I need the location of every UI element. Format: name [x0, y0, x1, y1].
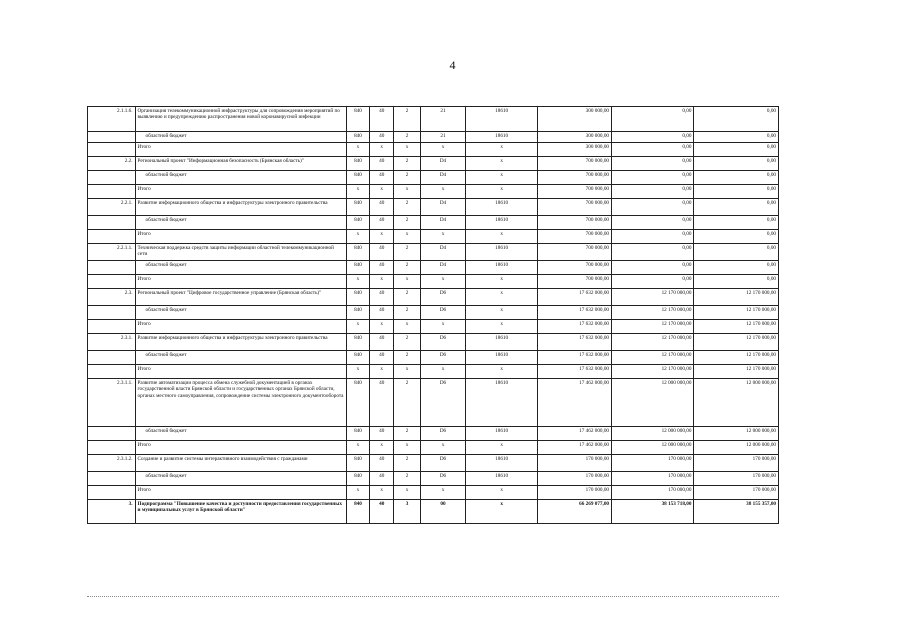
table-row [88, 261, 779, 275]
sum-2022-cell: 12 000 000,00 [612, 379, 694, 427]
row-number-cell: 2.2.1. [88, 199, 136, 216]
sum-2021-cell: 170 000,00 [538, 472, 612, 486]
code-osn-cell: D4 [420, 261, 465, 275]
row-name-cell: Развитие информационного общества и инфраструктуры электронного правительства [135, 334, 346, 351]
code-osn-cell: D6 [420, 472, 465, 486]
code-pp-cell: 2 [394, 351, 420, 365]
page-number: 4 [449, 58, 456, 72]
code-pp-cell: x [394, 185, 420, 199]
sum-2022-cell: 170 000,00 [612, 486, 694, 500]
row-name-cell: Итого [135, 486, 346, 500]
code-gp-cell: 840 [346, 132, 369, 143]
code-osn-cell: D6 [420, 379, 465, 427]
sum-2023-cell: 0,00 [694, 216, 779, 230]
sum-2023-cell: 12 170 000,00 [694, 320, 779, 334]
code-direction-cell: x [466, 275, 538, 289]
code-ggp-cell: 40 [370, 244, 394, 261]
sum-2023-cell: 0,00 [694, 185, 779, 199]
code-ggp-cell: 40 [370, 157, 394, 171]
table-row [88, 486, 779, 500]
sum-2021-cell: 700 000,00 [538, 185, 612, 199]
code-ggp-cell: x [370, 320, 394, 334]
code-ggp-cell: 40 [370, 216, 394, 230]
sum-2023-cell: 0,00 [694, 230, 779, 244]
sum-2021-cell: 300 000,00 [538, 143, 612, 157]
code-direction-cell: 18610 [466, 427, 538, 441]
sum-2021-cell: 170 000,00 [538, 455, 612, 472]
table-row [88, 143, 779, 157]
row-name-cell: областной бюджет [135, 427, 346, 441]
sum-2023-cell: 170 000,00 [694, 486, 779, 500]
table-row [88, 441, 779, 455]
code-gp-cell: 840 [346, 351, 369, 365]
row-number-cell [88, 486, 136, 500]
code-pp-cell: x [394, 275, 420, 289]
sum-2023-cell: 0,00 [694, 143, 779, 157]
sum-2021-cell: 170 000,00 [538, 486, 612, 500]
code-direction-cell: x [466, 289, 538, 306]
code-gp-cell: 840 [346, 244, 369, 261]
code-gp-cell: 840 [346, 455, 369, 472]
code-pp-cell: 2 [394, 157, 420, 171]
row-number-cell: 2.3. [88, 289, 136, 306]
code-direction-cell: 18610 [466, 199, 538, 216]
code-osn-cell: D6 [420, 427, 465, 441]
sum-2022-cell: 38 153 718,00 [612, 500, 694, 524]
sum-2022-cell: 0,00 [612, 185, 694, 199]
code-direction-cell: x [466, 143, 538, 157]
code-gp-cell: 840 [346, 334, 369, 351]
sum-2021-cell: 700 000,00 [538, 230, 612, 244]
sum-2023-cell: 12 170 000,00 [694, 289, 779, 306]
sum-2023-cell: 12 000 000,00 [694, 427, 779, 441]
code-gp-cell: x [346, 143, 369, 157]
sum-2022-cell: 0,00 [612, 157, 694, 171]
row-name-cell: областной бюджет [135, 306, 346, 320]
code-ggp-cell: x [370, 230, 394, 244]
code-pp-cell: 2 [394, 199, 420, 216]
row-name-cell: Итого [135, 441, 346, 455]
sum-2022-cell: 12 170 000,00 [612, 351, 694, 365]
code-ggp-cell: 40 [370, 199, 394, 216]
code-pp-cell: x [394, 486, 420, 500]
sum-2023-cell: 170 000,00 [694, 455, 779, 472]
row-number-cell [88, 441, 136, 455]
code-ggp-cell: 40 [370, 334, 394, 351]
sum-2021-cell: 700 000,00 [538, 275, 612, 289]
code-pp-cell: 2 [394, 261, 420, 275]
code-direction-cell: 18610 [466, 379, 538, 427]
sum-2022-cell: 0,00 [612, 171, 694, 185]
table-row [88, 199, 779, 216]
code-ggp-cell: x [370, 441, 394, 455]
table-row [88, 306, 779, 320]
code-gp-cell: x [346, 320, 369, 334]
row-number-cell [88, 261, 136, 275]
row-number-cell [88, 143, 136, 157]
code-direction-cell: x [466, 441, 538, 455]
sum-2021-cell: 66 269 077,00 [538, 500, 612, 524]
sum-2021-cell: 700 000,00 [538, 244, 612, 261]
table-row [88, 455, 779, 472]
code-direction-cell: x [466, 365, 538, 379]
table-row [88, 427, 779, 441]
sum-2023-cell: 12 000 000,00 [694, 441, 779, 455]
code-direction-cell: x [466, 486, 538, 500]
code-pp-cell: x [394, 365, 420, 379]
row-name-cell: Итого [135, 230, 346, 244]
sum-2022-cell: 170 000,00 [612, 455, 694, 472]
table-row [88, 275, 779, 289]
row-number-cell: 2.3.1. [88, 334, 136, 351]
code-osn-cell: D4 [420, 199, 465, 216]
row-name-cell: областной бюджет [135, 472, 346, 486]
row-number-cell [88, 472, 136, 486]
code-direction-cell: 18610 [466, 455, 538, 472]
code-direction-cell: x [466, 230, 538, 244]
sum-2022-cell: 12 170 000,00 [612, 365, 694, 379]
code-gp-cell: x [346, 486, 369, 500]
row-number-cell [88, 230, 136, 244]
table-row [88, 132, 779, 143]
sum-2021-cell: 700 000,00 [538, 171, 612, 185]
sum-2021-cell: 17 462 000,00 [538, 441, 612, 455]
sum-2023-cell: 12 170 000,00 [694, 334, 779, 351]
sum-2022-cell: 0,00 [612, 244, 694, 261]
code-ggp-cell: x [370, 486, 394, 500]
code-osn-cell: x [420, 320, 465, 334]
code-osn-cell: x [420, 143, 465, 157]
row-number-cell: 2.2.1.1. [88, 244, 136, 261]
table-body [88, 107, 779, 524]
sum-2023-cell: 0,00 [694, 171, 779, 185]
code-pp-cell: 2 [394, 306, 420, 320]
sum-2022-cell: 12 170 000,00 [612, 289, 694, 306]
table-row [88, 157, 779, 171]
row-number-cell [88, 365, 136, 379]
row-number-cell [88, 132, 136, 143]
row-number-cell: 2.3.1.1. [88, 379, 136, 427]
sum-2022-cell: 0,00 [612, 143, 694, 157]
code-gp-cell: 840 [346, 289, 369, 306]
sum-2023-cell: 170 000,00 [694, 472, 779, 486]
row-name-cell: областной бюджет [135, 216, 346, 230]
table-row [88, 107, 779, 132]
code-osn-cell: 21 [420, 107, 465, 132]
sum-2021-cell: 17 462 000,00 [538, 379, 612, 427]
code-osn-cell: D4 [420, 171, 465, 185]
sum-2021-cell: 700 000,00 [538, 261, 612, 275]
sum-2023-cell: 0,00 [694, 157, 779, 171]
sum-2021-cell: 700 000,00 [538, 216, 612, 230]
code-pp-cell: 2 [394, 216, 420, 230]
code-osn-cell: D6 [420, 351, 465, 365]
code-ggp-cell: x [370, 365, 394, 379]
row-name-cell: областной бюджет [135, 351, 346, 365]
code-pp-cell: 2 [394, 132, 420, 143]
code-pp-cell: 2 [394, 244, 420, 261]
code-gp-cell: x [346, 185, 369, 199]
sum-2022-cell: 12 170 000,00 [612, 320, 694, 334]
sum-2022-cell: 0,00 [612, 107, 694, 132]
table-row [88, 351, 779, 365]
sum-2023-cell: 12 170 000,00 [694, 351, 779, 365]
code-direction-cell: 18610 [466, 351, 538, 365]
row-number-cell: 2.1.1.6. [88, 107, 136, 132]
sum-2022-cell: 0,00 [612, 199, 694, 216]
code-ggp-cell: x [370, 143, 394, 157]
code-osn-cell: x [420, 185, 465, 199]
table-row [88, 334, 779, 351]
sum-2022-cell: 0,00 [612, 261, 694, 275]
sum-2023-cell: 38 155 357,00 [694, 500, 779, 524]
code-gp-cell: 840 [346, 472, 369, 486]
code-gp-cell: 840 [346, 379, 369, 427]
code-ggp-cell: 40 [370, 427, 394, 441]
code-osn-cell: D6 [420, 306, 465, 320]
sum-2022-cell: 0,00 [612, 216, 694, 230]
table-row [88, 216, 779, 230]
sum-2021-cell: 300 000,00 [538, 107, 612, 132]
code-pp-cell: 2 [394, 427, 420, 441]
row-name-cell: Региональный проект "Цифровое государственное управление (Брянская область)" [135, 289, 346, 306]
code-direction-cell: 18610 [466, 132, 538, 143]
code-direction-cell: 18610 [466, 334, 538, 351]
sum-2021-cell: 17 632 000,00 [538, 320, 612, 334]
sum-2023-cell: 0,00 [694, 199, 779, 216]
table-row [88, 289, 779, 306]
sum-2021-cell: 17 632 000,00 [538, 351, 612, 365]
sum-2022-cell: 0,00 [612, 230, 694, 244]
table-row [88, 185, 779, 199]
row-name-cell: Итого [135, 143, 346, 157]
code-gp-cell: 840 [346, 157, 369, 171]
code-gp-cell: 840 [346, 500, 369, 524]
code-ggp-cell: x [370, 275, 394, 289]
code-gp-cell: x [346, 230, 369, 244]
code-gp-cell: x [346, 441, 369, 455]
row-name-cell: Подпрограмма "Повышение качества и доступности предоставления государственных и муниципальных услуг в Брянской области" [135, 500, 346, 524]
code-gp-cell: x [346, 365, 369, 379]
row-number-cell [88, 427, 136, 441]
code-ggp-cell: 40 [370, 455, 394, 472]
row-number-cell [88, 171, 136, 185]
code-ggp-cell: 40 [370, 289, 394, 306]
sum-2021-cell: 17 632 000,00 [538, 365, 612, 379]
table-row [88, 379, 779, 427]
row-name-cell: областной бюджет [135, 171, 346, 185]
code-osn-cell: 00 [420, 500, 465, 524]
code-osn-cell: D4 [420, 244, 465, 261]
code-osn-cell: D6 [420, 289, 465, 306]
code-gp-cell: 840 [346, 261, 369, 275]
code-ggp-cell: x [370, 185, 394, 199]
code-direction-cell: x [466, 171, 538, 185]
code-osn-cell: x [420, 486, 465, 500]
sum-2021-cell: 700 000,00 [538, 199, 612, 216]
row-name-cell: Техническая поддержка средств защиты информации областной телекоммуникационной сети [135, 244, 346, 261]
row-number-cell [88, 275, 136, 289]
table-row [88, 472, 779, 486]
code-pp-cell: 2 [394, 455, 420, 472]
code-pp-cell: 2 [394, 171, 420, 185]
row-number-cell: 2.2. [88, 157, 136, 171]
code-ggp-cell: 40 [370, 132, 394, 143]
code-direction-cell: x [466, 306, 538, 320]
code-pp-cell: x [394, 441, 420, 455]
row-name-cell: Итого [135, 320, 346, 334]
code-gp-cell: 840 [346, 306, 369, 320]
table-row [88, 365, 779, 379]
sum-2022-cell: 12 000 000,00 [612, 441, 694, 455]
code-osn-cell: D4 [420, 216, 465, 230]
row-name-cell: Организация телекоммуникационной инфраструктуры для сопровождения мероприятий по выявлению и предупреждению распространения новой коронавирусной инфекции [135, 107, 346, 132]
row-name-cell: областной бюджет [135, 261, 346, 275]
row-name-cell: Региональный проект "Информационная безопасность (Брянская область)" [135, 157, 346, 171]
row-name-cell: Итого [135, 275, 346, 289]
code-gp-cell: 840 [346, 107, 369, 132]
code-pp-cell: 2 [394, 289, 420, 306]
code-direction-cell: 18610 [466, 107, 538, 132]
sum-2021-cell: 17 632 000,00 [538, 334, 612, 351]
code-ggp-cell: 40 [370, 306, 394, 320]
sum-2021-cell: 700 000,00 [538, 157, 612, 171]
code-gp-cell: 840 [346, 199, 369, 216]
code-ggp-cell: 40 [370, 107, 394, 132]
row-number-cell [88, 306, 136, 320]
sum-2022-cell: 0,00 [612, 275, 694, 289]
code-direction-cell: x [466, 320, 538, 334]
code-pp-cell: 2 [394, 379, 420, 427]
sum-2022-cell: 12 000 000,00 [612, 427, 694, 441]
code-direction-cell: 18610 [466, 261, 538, 275]
table-row [88, 500, 779, 524]
sum-2022-cell: 12 170 000,00 [612, 306, 694, 320]
code-pp-cell: 2 [394, 107, 420, 132]
row-name-cell: Итого [135, 185, 346, 199]
row-number-cell [88, 320, 136, 334]
code-osn-cell: D4 [420, 157, 465, 171]
code-direction-cell: x [466, 157, 538, 171]
page-cut-edge [87, 596, 779, 601]
table-row [88, 320, 779, 334]
code-osn-cell: x [420, 365, 465, 379]
sum-2023-cell: 0,00 [694, 132, 779, 143]
code-direction-cell: 18610 [466, 244, 538, 261]
sum-2023-cell: 0,00 [694, 275, 779, 289]
code-direction-cell: 18610 [466, 216, 538, 230]
code-ggp-cell: 40 [370, 472, 394, 486]
sum-2023-cell: 12 170 000,00 [694, 306, 779, 320]
sum-2023-cell: 0,00 [694, 244, 779, 261]
code-pp-cell: x [394, 230, 420, 244]
sum-2021-cell: 17 632 000,00 [538, 306, 612, 320]
code-gp-cell: 840 [346, 171, 369, 185]
sum-2023-cell: 0,00 [694, 261, 779, 275]
row-number-cell: 2.3.1.2. [88, 455, 136, 472]
sum-2023-cell: 0,00 [694, 107, 779, 132]
table-row [88, 244, 779, 261]
code-pp-cell: 2 [394, 472, 420, 486]
sum-2022-cell: 0,00 [612, 132, 694, 143]
code-osn-cell: D6 [420, 455, 465, 472]
code-pp-cell: 2 [394, 334, 420, 351]
table-row [88, 171, 779, 185]
code-gp-cell: 840 [346, 427, 369, 441]
sum-2023-cell: 12 170 000,00 [694, 365, 779, 379]
code-osn-cell: D6 [420, 334, 465, 351]
code-osn-cell: x [420, 275, 465, 289]
code-osn-cell: x [420, 441, 465, 455]
sum-2023-cell: 12 000 000,00 [694, 379, 779, 427]
code-direction-cell: 18610 [466, 472, 538, 486]
code-pp-cell: 3 [394, 500, 420, 524]
sum-2021-cell: 17 462 000,00 [538, 427, 612, 441]
code-osn-cell: x [420, 230, 465, 244]
code-gp-cell: x [346, 275, 369, 289]
code-pp-cell: x [394, 320, 420, 334]
code-gp-cell: 840 [346, 216, 369, 230]
row-name-cell: Итого [135, 365, 346, 379]
row-name-cell: Создание и развитие системы интерактивного взаимодействия с гражданами [135, 455, 346, 472]
code-ggp-cell: 40 [370, 171, 394, 185]
code-direction-cell: x [466, 500, 538, 524]
sum-2021-cell: 17 632 000,00 [538, 289, 612, 306]
row-name-cell: Развитие автоматизации процесса обмена служебной документацией в органах государственной власти Брянской области и государственных органах Брянской области, органах местного самоуправления, сопровождение системы электронного документооборота [135, 379, 346, 427]
row-name-cell: Развитие информационного общества и инфраструктуры электронного правительства [135, 199, 346, 216]
code-pp-cell: x [394, 143, 420, 157]
sum-2022-cell: 12 170 000,00 [612, 334, 694, 351]
code-direction-cell: x [466, 185, 538, 199]
row-number-cell [88, 216, 136, 230]
code-ggp-cell: 40 [370, 379, 394, 427]
code-ggp-cell: 40 [370, 500, 394, 524]
row-number-cell: 3. [88, 500, 136, 524]
budget-table [87, 106, 779, 524]
row-number-cell [88, 351, 136, 365]
code-ggp-cell: 40 [370, 261, 394, 275]
sum-2021-cell: 300 000,00 [538, 132, 612, 143]
code-ggp-cell: 40 [370, 351, 394, 365]
row-number-cell [88, 185, 136, 199]
code-osn-cell: 21 [420, 132, 465, 143]
sum-2022-cell: 170 000,00 [612, 472, 694, 486]
table-row [88, 230, 779, 244]
row-name-cell: областной бюджет [135, 132, 346, 143]
